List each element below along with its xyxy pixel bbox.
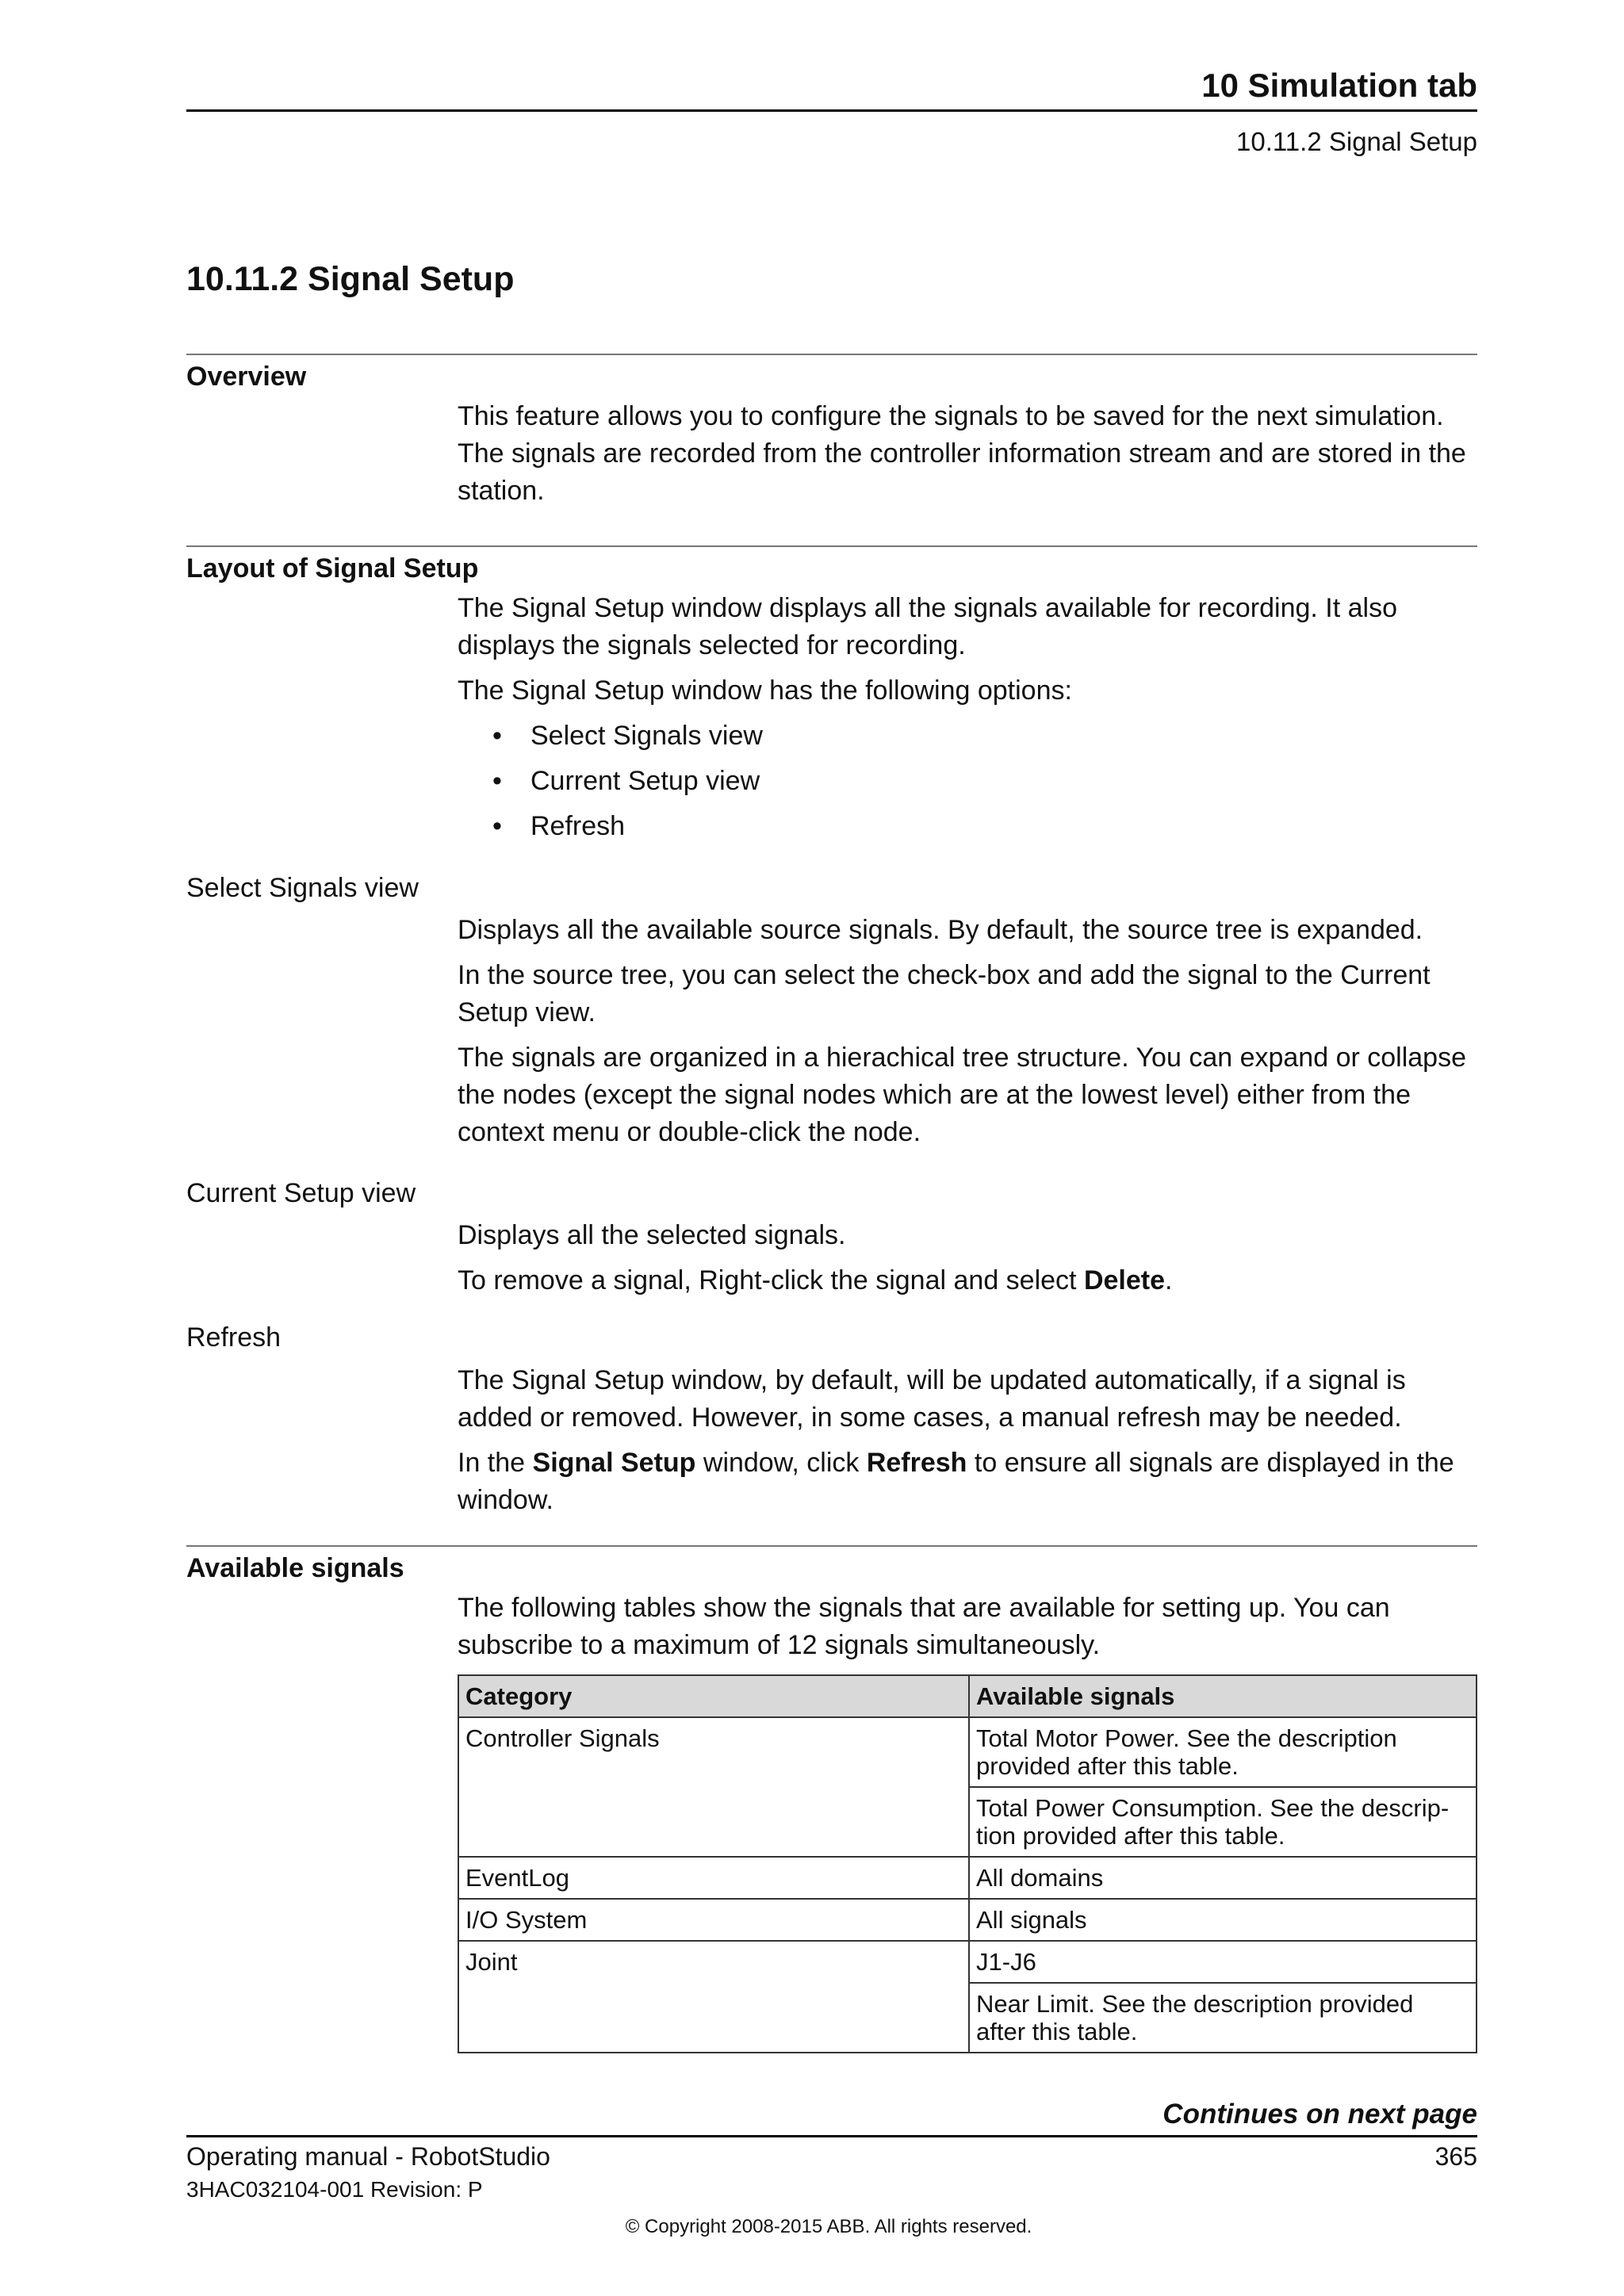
- manual-name: Operating manual - RobotStudio: [186, 2142, 550, 2171]
- list-item-label: Refresh: [530, 811, 626, 841]
- header-rule: [186, 109, 1477, 112]
- refresh-body: [458, 1362, 1477, 1527]
- overview-body: [458, 398, 1477, 518]
- layout-paragraph: The Signal Setup window has the following options:: [458, 675, 1072, 706]
- table-cell-signal: Total Motor Power. See the description provided after this table.: [969, 1717, 1477, 1787]
- available-body: [458, 1590, 1477, 1672]
- table-row: [458, 1941, 1477, 1983]
- section-header: 10.11.2 Signal Setup: [1236, 127, 1477, 156]
- table-cell-signal: Near Limit. See the description provided after this table.: [969, 1983, 1477, 2053]
- list-item-label: Select Signals view: [530, 721, 763, 751]
- list-item: [458, 763, 1477, 800]
- signals-table: [458, 1674, 1477, 2053]
- layout-paragraph: The Signal Setup window displays all the signals available for recording. It also displays the signals selected for recording.: [458, 593, 1397, 660]
- document-revision: 3HAC032104-001 Revision: P: [186, 2177, 483, 2202]
- section-divider: [186, 545, 1477, 547]
- layout-heading: Layout of Signal Setup: [186, 553, 479, 584]
- current-view-paragraph: To remove a signal, Right-click the signal and select Delete.: [458, 1265, 1173, 1295]
- available-heading: Available signals: [186, 1553, 404, 1583]
- section-divider: [186, 1545, 1477, 1547]
- refresh-paragraph: In the Signal Setup window, click Refresh to ensure all signals are displayed in the window.: [458, 1448, 1454, 1515]
- current-view-body: [458, 1217, 1477, 1307]
- refresh-paragraph: The Signal Setup window, by default, will be updated automatically, if a signal is added or removed. However, in some cases, a manual refresh may be needed.: [458, 1365, 1406, 1433]
- current-view-paragraph: Displays all the selected signals.: [458, 1220, 846, 1250]
- options-list: [458, 718, 1477, 845]
- continues-note: Continues on next page: [1162, 2099, 1477, 2130]
- table-cell-signal: All domains: [969, 1857, 1477, 1899]
- table-header-row: [458, 1675, 1477, 1717]
- table-cell-signal: All signals: [969, 1899, 1477, 1941]
- page-number: 365: [1434, 2142, 1477, 2171]
- copyright: © Copyright 2008-2015 ABB. All rights reserved.: [625, 2216, 1032, 2237]
- overview-text: This feature allows you to configure the signals to be saved for the next simulation. The signals are recorded from the controller information stream and are stored in the station.: [458, 401, 1466, 506]
- list-item: [458, 808, 1477, 845]
- column-header: Category: [458, 1675, 969, 1717]
- bullet-icon: •: [492, 721, 502, 751]
- select-view-paragraph: The signals are organized in a hierachical tree structure. You can expand or collapse the nodes (except the signal nodes which are at the lowest level) either from the context menu or double-click the node.: [458, 1043, 1466, 1147]
- overview-heading: Overview: [186, 362, 307, 392]
- list-item: [458, 718, 1477, 755]
- table-cell-category: Joint: [458, 1941, 969, 2053]
- table-cell-category: Controller Signals: [458, 1717, 969, 1857]
- select-view-paragraph: Displays all the available source signals. By default, the source tree is expanded.: [458, 915, 1423, 945]
- list-item-label: Current Setup view: [530, 766, 760, 796]
- select-view-body: [458, 912, 1477, 1159]
- page-title: 10.11.2 Signal Setup: [186, 260, 515, 298]
- chapter-header: 10 Simulation tab: [1201, 67, 1477, 104]
- table-cell-signal: J1-J6: [969, 1941, 1477, 1983]
- footer-rule: [186, 2135, 1477, 2137]
- bullet-icon: •: [492, 811, 502, 841]
- current-view-heading: Current Setup view: [186, 1178, 416, 1208]
- table-row: [458, 1857, 1477, 1899]
- refresh-heading: Refresh: [186, 1322, 282, 1353]
- section-divider: [186, 354, 1477, 355]
- bullet-icon: •: [492, 766, 502, 796]
- layout-body: [458, 590, 1477, 853]
- table-row: [458, 1717, 1477, 1787]
- table-cell-category: I/O System: [458, 1899, 969, 1941]
- select-view-heading: Select Signals view: [186, 873, 419, 903]
- column-header: Available signals: [969, 1675, 1477, 1717]
- table-cell-category: EventLog: [458, 1857, 969, 1899]
- table-row: [458, 1899, 1477, 1941]
- available-paragraph: The following tables show the signals that are available for setting up. You can subscribe to a maximum of 12 signals simultaneously.: [458, 1593, 1390, 1660]
- table-cell-signal: Total Power Consumption. See the descrip-tion provided after this table.: [969, 1787, 1477, 1857]
- select-view-paragraph: In the source tree, you can select the check-box and add the signal to the Current Setup view.: [458, 960, 1431, 1027]
